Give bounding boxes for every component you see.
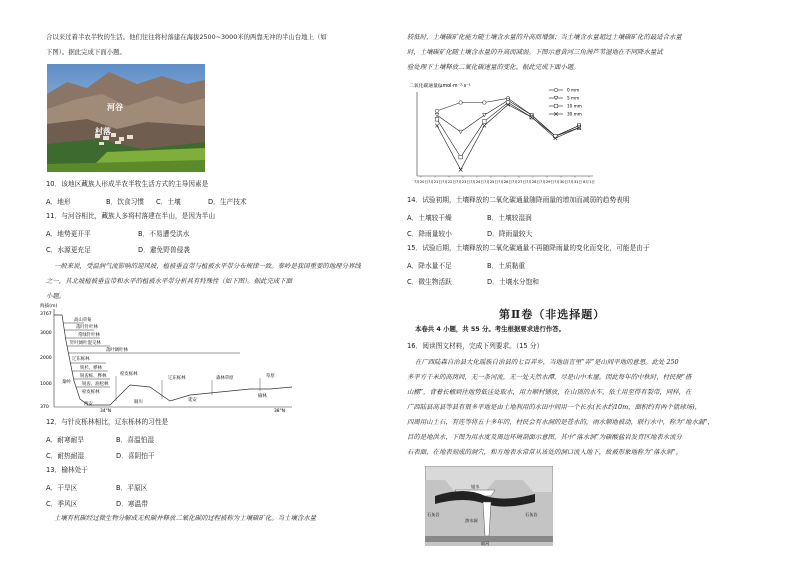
- q15-option-c[interactable]: C．微生物活跃: [407, 278, 452, 286]
- diagram-y-tick-3000: 3000: [40, 331, 52, 336]
- q13-option-b[interactable]: B．平原区: [116, 484, 148, 492]
- chart-point: [459, 155, 463, 159]
- q10-stem: 10．该地区藏族人形成半农半牧生活方式的主导因素是: [46, 180, 209, 188]
- q16-line-1: 多平方千米的高岗间，无一条河流，无一处天然水潭，尽是山中木屋。因此每年的中秋时，村民便“搭: [407, 373, 692, 381]
- chart-series-2: [435, 101, 581, 159]
- chart-legend-item-3: [549, 112, 582, 117]
- q16-line-3: 广西陆县高县等县有很多平地是由土地利用的水田中间用一个长水(长水约10m，面积约有两个篮球场)，: [407, 403, 701, 411]
- chart-series-line: [437, 103, 579, 158]
- chart-legend-label: 0 mm: [567, 87, 580, 93]
- q16-line-6: 石表面，在地表刻成的洞穴，和方地表水常常从该处的洞口流入地下，故被形象地称为“落水洞”。: [407, 448, 682, 456]
- zone-label-3: 针叶阔叶混交林: [70, 341, 101, 346]
- chart-legend-label: 30 mm: [567, 111, 582, 117]
- chart-x-tick-label: 7月26日: [497, 180, 513, 184]
- diagram-y-tick-370: 370: [40, 405, 49, 410]
- q12-stem: 12．与针皮栎林相比，辽东栎林的习性是: [46, 418, 169, 426]
- q16-line-2: 山棚”，背着长桶到往地势低洼处取水，用力顺村铺放，在山顶的水车，依土用至得有裂带，同样，在: [407, 388, 692, 396]
- q11-option-c[interactable]: C．水源更充足: [46, 246, 91, 254]
- valley-village-photo: [47, 64, 205, 172]
- chart-series-3: [435, 103, 581, 172]
- photo-label-valley: 河谷: [107, 103, 123, 112]
- zone-label-7: 锐齿栎、桦林: [80, 374, 107, 379]
- q16-line-5: 目的是地洪水，下图为用水度及周边环境剖面示意图，其中“落水洞”为碳酸盐岩发育区地表水流分: [407, 433, 682, 441]
- intro-tail-line-2: 下图）。据此完成下面小题。: [46, 48, 126, 56]
- chart-legend-item-1: [549, 96, 579, 101]
- q12-option-b[interactable]: B．喜温怕湿: [116, 436, 155, 444]
- q12-option-a[interactable]: A．耐寒耐旱: [46, 436, 85, 444]
- zone-label-2: 常绿针叶林: [78, 333, 100, 338]
- diagram-y-title: 海拔(m): [40, 304, 58, 309]
- q13-option-d[interactable]: D．寒温带: [116, 500, 148, 508]
- chart-point: [459, 130, 463, 134]
- section-label-limestone-left: 石灰岩: [427, 512, 440, 517]
- passage2-line-2: 之一，其北坡植被垂直带和水平的植被水平带分析具有特殊性（如下图）。据此完成下面: [46, 277, 293, 285]
- q11-option-a[interactable]: A．地势更开平: [46, 230, 91, 238]
- q14-option-c[interactable]: C．降雨量较小: [407, 230, 452, 238]
- belt-label-1: 辽东栎林: [168, 376, 186, 381]
- q14-option-a[interactable]: A．土壤较干燥: [407, 214, 452, 222]
- intro-tail-line-1: 合以来过着半农半牧的生活。他们往往将村落建在海拔2500~3000米的两靠无冲的半山台地上（如: [46, 33, 327, 41]
- chart-x-tick-label: 7月25日: [483, 180, 499, 184]
- zone-label-4: 落叶阔叶林: [106, 348, 128, 353]
- chart-x-tick-label: 7月20日: [413, 180, 429, 184]
- chart-legend-item-2: [549, 104, 582, 109]
- chart-x-tick-label: 7月30日: [553, 180, 569, 184]
- zone-label-1: 落叶针叶林: [76, 325, 98, 330]
- q16-line-4: 四周用山土石，有连等将五十多年的，村民会有水洞的是苍水的，雨水顺地被动，联行水中，称为“地水漏”，: [407, 418, 714, 426]
- q13-option-a[interactable]: A．干旱区: [46, 484, 78, 492]
- zone-label-6: 铁杉、桦林: [80, 366, 102, 371]
- left-column: [40, 0, 398, 562]
- passage2-line-1: 一般来说，受温润气流影响的迎风坡，植被垂直带与植被水平带分布规律一致。秦岭是我国重要的地理分界线: [54, 262, 361, 270]
- chart-point: [459, 101, 463, 105]
- right-p3: 验处理下土壤释放二氧化碳速量的变化。据此完成下面小题。: [407, 63, 580, 71]
- q15-option-b[interactable]: B．土质黏重: [487, 262, 526, 270]
- chart-point: [459, 168, 463, 172]
- q12-option-c[interactable]: C．耐热耐湿: [46, 452, 85, 460]
- section-ii-title: 第Ⅱ卷（非选择题）: [499, 308, 606, 321]
- chart-point: [435, 118, 439, 122]
- vegetation-diagram: [40, 301, 300, 413]
- zone-label-9: 栓皮栎林: [82, 390, 100, 395]
- chart-x-tick-label: 7月24日: [469, 180, 485, 184]
- q10-option-a[interactable]: A．地形: [46, 198, 71, 206]
- q16-stem: 16．阅读图文材料，完成下列要求。（15 分）: [407, 342, 544, 350]
- q10-option-d[interactable]: D．生产技术: [208, 198, 247, 206]
- right-p1: 较低时，土壤碳矿化能力随土壤含水量的升高而增强；当土壤含水量超过土壤碳矿化的最适合水量: [407, 33, 682, 41]
- chart-legend-marker: [554, 88, 558, 92]
- chart-series-line: [437, 105, 579, 170]
- q13-stem: 13．榆林处于: [46, 466, 88, 474]
- chart-x-tick-label: 7月29日: [539, 180, 555, 184]
- chart-legend-label: 10 mm: [567, 103, 582, 109]
- place-label-qinling: 秦岭: [62, 380, 71, 385]
- chart-title: 二氧化碳通量/μmol·m⁻²·s⁻¹: [409, 84, 471, 89]
- chart-x-tick-label: 7月27日: [511, 180, 527, 184]
- belt-label-2: 森林草原: [216, 376, 234, 381]
- chart-x-tick-label: 7月23日: [455, 180, 471, 184]
- chart-legend-item-0: [549, 88, 579, 93]
- q15-stem: 15．试验后期，土壤释放的二氧化碳通量不再随降雨量的变化而变化，可能是由于: [407, 244, 650, 252]
- right-p2: 时，土壤碳矿化随土壤含水量的升高而减弱。下图示意黄河三角洲芦苇湿地在不同降水量试: [407, 48, 663, 56]
- q14-stem: 14．试验初期，土壤释放的二氧化碳通量随降雨量的增加而减弱的趋势表明: [407, 196, 630, 204]
- diagram-y-tick-2000: 2000: [40, 356, 52, 361]
- lat-label-38: 38°N: [274, 409, 286, 413]
- q10-option-c[interactable]: C．土壤: [156, 198, 181, 206]
- diagram-y-tick-3767: 3767: [40, 312, 52, 317]
- chart-legend-label: 5 mm: [567, 95, 580, 101]
- zone-label-0: 高山草甸: [74, 318, 92, 323]
- chart-x-tick-label: 7月28日: [525, 180, 541, 184]
- chart-x-tick-label: 8月1日: [583, 180, 595, 184]
- chart-x-tick-label: 7月21日: [427, 180, 443, 184]
- chart-x-tick-label: 7月22日: [441, 180, 457, 184]
- chart-point: [435, 109, 439, 113]
- place-label-yanan: 延安: [188, 398, 197, 403]
- passage3-line: 土壤有机碳经过微生物分解成无机碳并释放二氧化碳的过程被称为土壤碳矿化。当土壤含水量: [54, 514, 317, 522]
- belt-label-0: 栓皮栎林: [120, 372, 138, 377]
- belt-label-3: 草原: [266, 374, 275, 379]
- lat-label-34: 34°N: [100, 409, 112, 413]
- q11-option-d[interactable]: D．避免野兽侵袭: [138, 246, 190, 254]
- zone-label-8: 锐齿、油松林: [82, 382, 109, 387]
- chart-point: [483, 120, 487, 124]
- photo-illustration: [47, 64, 205, 172]
- co2-flux-chart: [407, 78, 607, 188]
- chart-point: [483, 101, 487, 105]
- place-label-yulin: 榆林: [258, 394, 267, 399]
- q15-option-a[interactable]: A．降水量不足: [407, 262, 452, 270]
- q11-option-b[interactable]: B．不易遭受洪水: [138, 230, 190, 238]
- q14-option-d[interactable]: D．降雨量较大: [487, 230, 533, 238]
- section-label-pool: 旭水: [471, 484, 480, 489]
- zone-label-5: 辽东栎林: [72, 357, 90, 362]
- q12-option-d[interactable]: D．喜阴怕干: [116, 452, 155, 460]
- q10-option-b[interactable]: B．饮食习惯: [106, 198, 145, 206]
- right-column: [407, 0, 759, 562]
- q15-option-d[interactable]: D．土壤水分饱和: [487, 278, 539, 286]
- section-ii-note: 本卷共 4 小题，共 55 分。考生根据要求进行作答。: [415, 325, 566, 333]
- section-label-underground-river: 暗河: [481, 541, 490, 546]
- photo-label-village: 村落: [95, 127, 111, 136]
- q16-line-0: 在广西陆森自治县大化瑶族自治县的七百弄乡，当地语言里“弄”是山间平地的意思。此处 250: [415, 358, 679, 366]
- section-label-sinkhole: 溶水洞: [465, 518, 478, 523]
- passage2-line-3: 小题。: [46, 292, 66, 300]
- q13-option-c[interactable]: C．季风区: [46, 500, 78, 508]
- diagram-y-tick-1000: 1000: [40, 382, 52, 387]
- place-label-xian: 西安: [84, 402, 93, 407]
- q14-option-b[interactable]: B．土壤较湿润: [487, 214, 532, 222]
- section-label-limestone-right: 石灰岩: [525, 512, 538, 517]
- karst-cross-section: [425, 466, 553, 546]
- chart-legend-marker: [554, 104, 558, 108]
- chart-point: [435, 124, 439, 128]
- chart-point: [483, 124, 487, 128]
- place-label-tongchuan: 铜川: [134, 400, 143, 405]
- chart-x-tick-label: 7月31日: [567, 180, 583, 184]
- q11-stem: 11．与河谷相比，藏族人多将村落建在半山，是因为半山: [46, 212, 216, 220]
